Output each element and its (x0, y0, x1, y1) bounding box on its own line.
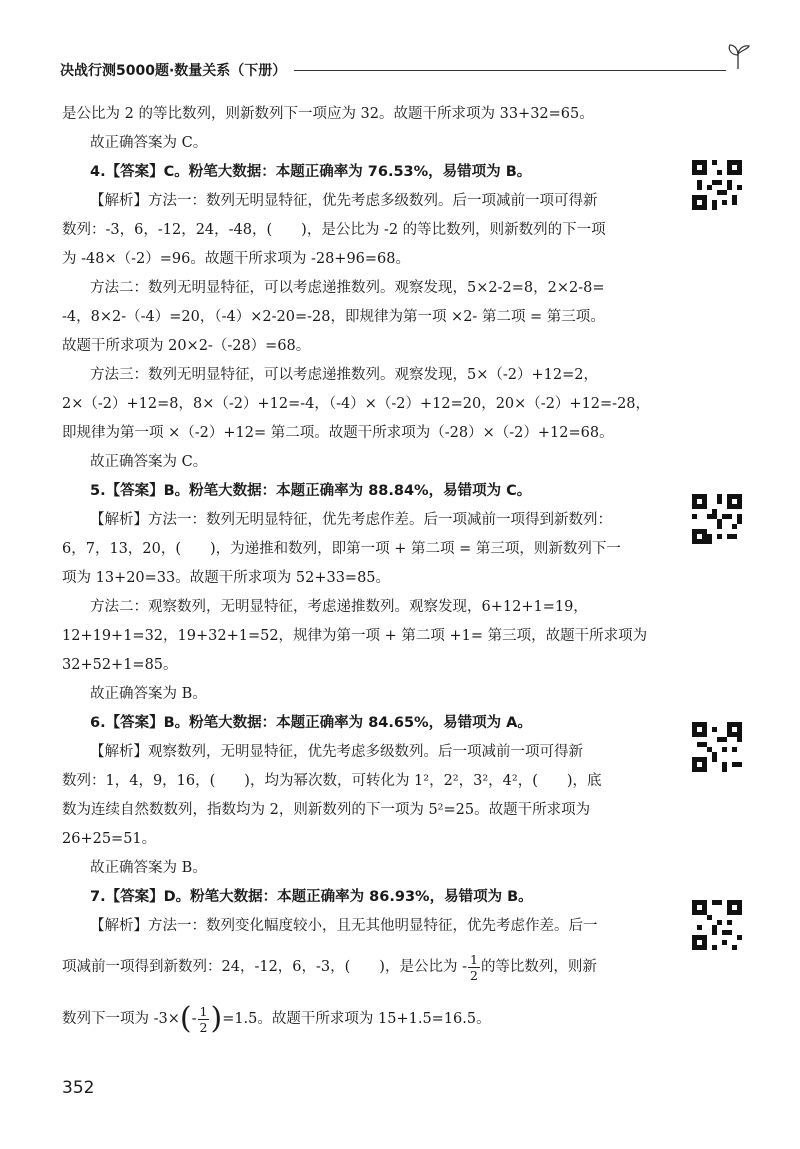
text-line: 是公比为 2 的等比数列，则新数列下一项应为 32。故题干所求项为 33+32=65。 (62, 106, 594, 122)
text-line: 6，7，13，20，( )，为递推和数列，即第一项 + 第二项 = 第三项，则新数列下一 (62, 541, 621, 557)
text-line: 2×（-2）+12=8，8×（-2）+12=-4，（-4）×（-2）+12=20，20×（-2）+12=-28， (62, 396, 651, 412)
text-line: 项为 13+20=33。故题干所求项为 52+33=85。 (62, 570, 391, 586)
text-line: 数列：-3，6，-12，24，-48，( )，是公比为 -2 的等比数列，则新数列的下一项 (62, 222, 606, 238)
text-line: 为 -48×（-2）=96。故题干所求项为 -28+96=68。 (62, 251, 410, 267)
left-paren: ( (179, 1001, 192, 1036)
qr-code-icon[interactable] (692, 900, 742, 950)
qr-code-icon[interactable] (692, 494, 742, 544)
text-line: 26+25=51。 (62, 831, 157, 847)
answer-line: 6.【答案】B。粉笔大数据：本题正确率为 84.65%，易错项为 A。 (90, 715, 532, 731)
running-header (60, 58, 750, 82)
text-line: 即规律为第一项 ×（-2）+12= 第二项。故题干所求项为（-28）×（-2）+12=68。 (62, 425, 614, 441)
text-segment: 数列下一项为 -3× (62, 1011, 180, 1027)
analysis-line: 【解析】方法一：数列无明显特征，优先考虑多级数列。后一项减前一项可得新 (90, 193, 598, 209)
text-segment: =1.5。故题干所求项为 15+1.5=16.5。 (222, 1011, 491, 1027)
qr-code-icon[interactable] (692, 722, 742, 772)
text-line: 故正确答案为 B。 (90, 686, 207, 702)
book-title: 决战行测5000题·数量关系（下册） (60, 60, 294, 80)
text-line: 故正确答案为 C。 (90, 135, 208, 151)
sprout-icon (726, 42, 750, 70)
fraction-denominator: 2 (199, 1019, 208, 1035)
text-line: 故正确答案为 C。 (90, 454, 208, 470)
fraction-numerator: 1 (469, 951, 478, 967)
page-number: 352 (62, 1078, 95, 1098)
fraction (198, 1004, 210, 1035)
analysis-line: 【解析】观察数列，无明显特征，优先考虑多级数列。后一项减前一项可得新 (90, 744, 583, 760)
text-line: 数为连续自然数数列，指数均为 2，则新数列的下一项为 5²=25。故题干所求项为 (62, 802, 591, 818)
fraction-denominator: 2 (469, 967, 478, 983)
answer-line: 7.【答案】D。粉笔大数据：本题正确率为 86.93%，易错项为 B。 (90, 889, 533, 905)
text-line: 32+52+1=85。 (62, 657, 178, 673)
text-line: -4，8×2-（-4）=20，（-4）×2-20=-28，即规律为第一项 ×2- 第二项 = 第三项。 (62, 309, 605, 325)
analysis-line: 【解析】方法一：数列无明显特征，优先考虑作差。后一项减前一项得到新数列： (90, 512, 612, 528)
text-segment: 项减前一项得到新数列：24，-12，6，-3，( )，是公比为 - (62, 959, 467, 975)
solution-text (62, 100, 668, 1045)
text-line: 数列：1，4，9，16，( )，均为幂次数，可转化为 1²，2²，3²，4²，( )，底 (62, 773, 602, 789)
text-segment: 的等比数列，则新 (480, 959, 597, 975)
text-line (62, 993, 668, 1045)
fraction-numerator: 1 (199, 1003, 208, 1019)
text-line: 方法二：观察数列，无明显特征，考虑递推数列。观察发现，6+12+1=19， (90, 599, 588, 615)
text-line: 故题干所求项为 20×2-（-28）=68。 (62, 338, 311, 354)
text-line: 12+19+1=32，19+32+1=52，规律为第一项 + 第二项 +1= 第三项，故题干所求项为 (62, 628, 648, 644)
text-line: 故正确答案为 B。 (90, 860, 207, 876)
qr-code-icon[interactable] (692, 160, 742, 210)
text-line (62, 941, 668, 993)
neg-sign: - (191, 1011, 197, 1027)
right-paren: ) (210, 1001, 223, 1036)
text-line: 方法三：数列无明显特征，可以考虑递推数列。观察发现，5×（-2）+12=2， (90, 367, 598, 383)
fraction (468, 952, 480, 983)
text-line: 方法二：数列无明显特征，可以考虑递推数列。观察发现，5×2-2=8，2×2-8= (90, 280, 605, 296)
analysis-line: 【解析】方法一：数列变化幅度较小，且无其他明显特征，优先考虑作差。后一 (90, 918, 598, 934)
answer-line: 4.【答案】C。粉笔大数据：本题正确率为 76.53%，易错项为 B。 (90, 164, 532, 180)
answer-line: 5.【答案】B。粉笔大数据：本题正确率为 88.84%，易错项为 C。 (90, 483, 532, 499)
